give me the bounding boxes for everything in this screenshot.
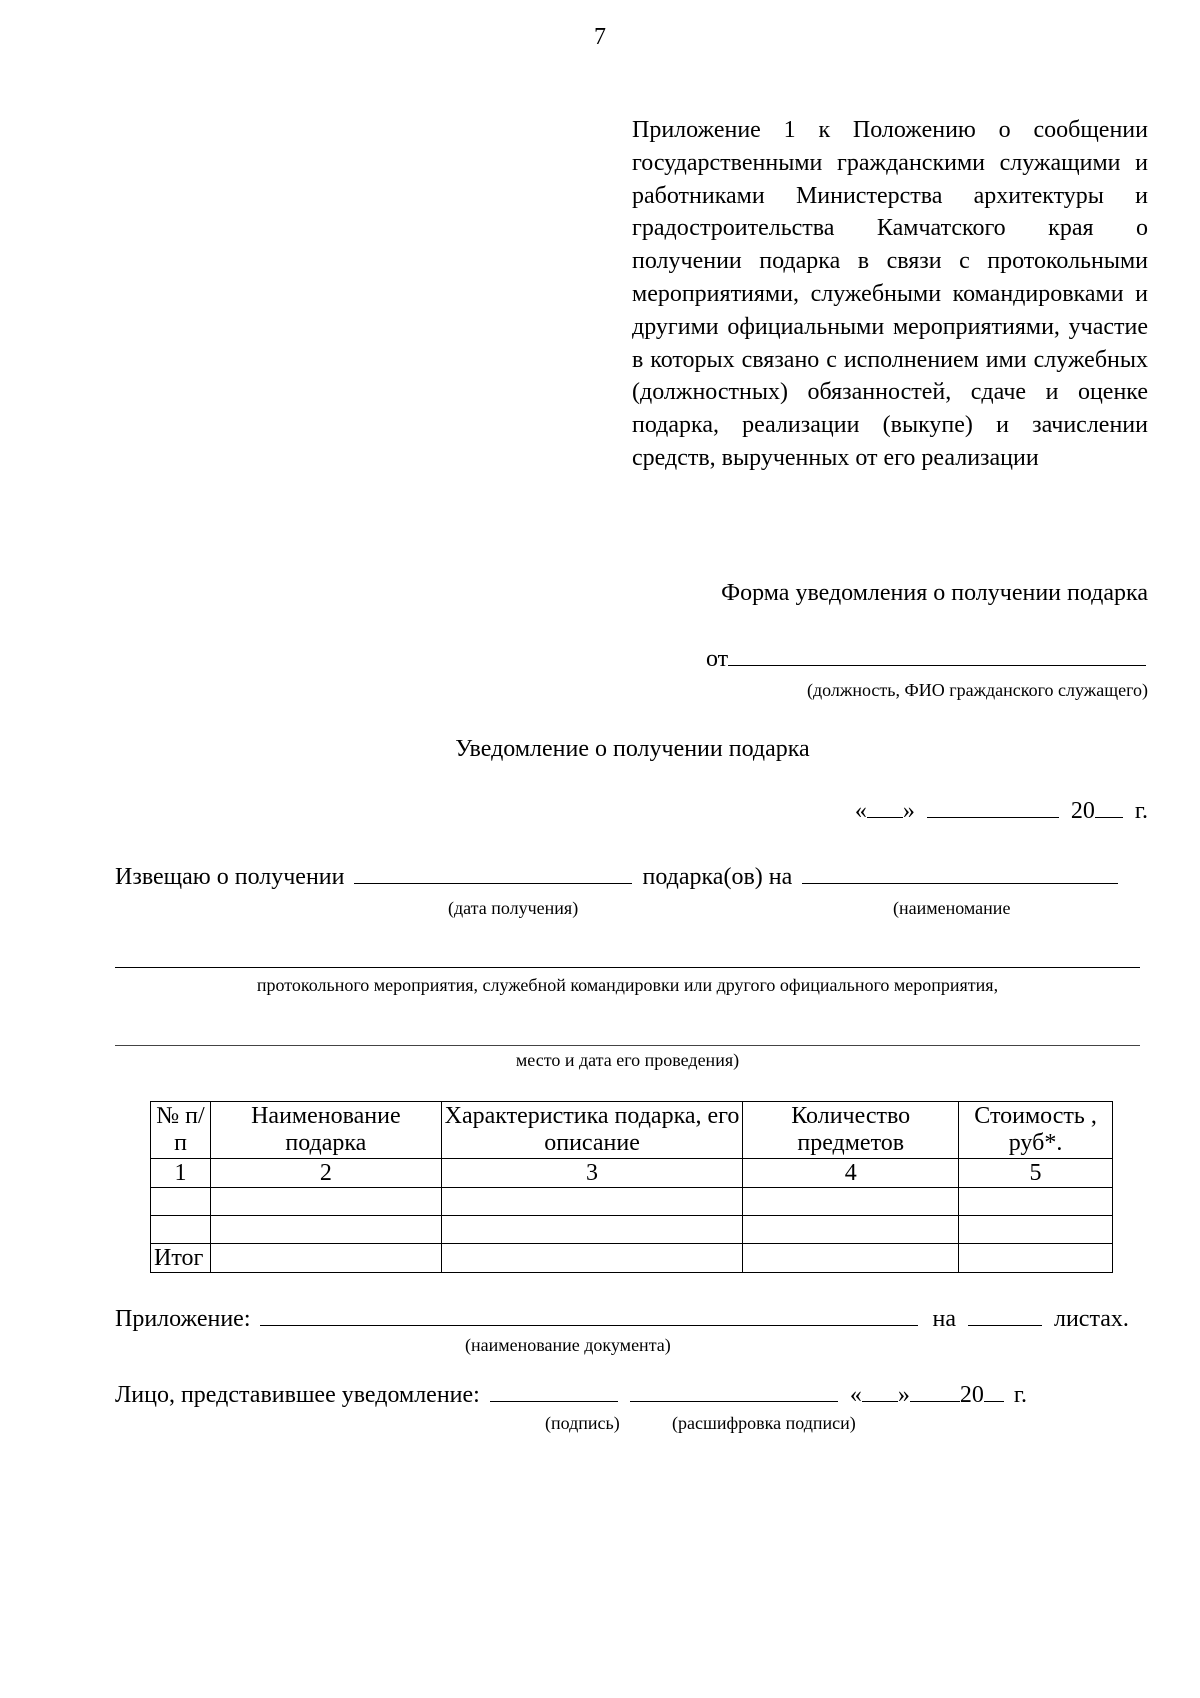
report-row bbox=[115, 864, 1118, 891]
table-cell[interactable] bbox=[959, 1244, 1113, 1273]
table-cell[interactable] bbox=[959, 1188, 1113, 1216]
report-prefix: Извещаю о получении bbox=[115, 864, 345, 890]
notice-title: Уведомление о получении подарка bbox=[455, 736, 810, 762]
place-line[interactable] bbox=[115, 1045, 1140, 1046]
attachment-on: на bbox=[932, 1306, 956, 1332]
event-caption: протокольного мероприятия, служебной командировки или другого официального мероприятия, bbox=[256, 975, 999, 995]
from-row bbox=[706, 646, 1146, 673]
event-name-caption: (наименомание bbox=[893, 898, 1011, 918]
signature-caption: (подпись) bbox=[545, 1413, 620, 1433]
header-description: Характеристика подарка, его описание bbox=[441, 1102, 743, 1159]
column-number: 2 bbox=[210, 1159, 441, 1188]
day-field[interactable] bbox=[862, 1401, 898, 1402]
signature-decode-field[interactable] bbox=[630, 1401, 838, 1402]
year-field[interactable] bbox=[1095, 817, 1123, 818]
open-quote: « bbox=[854, 798, 867, 824]
receipt-date-field[interactable] bbox=[354, 883, 632, 884]
close-quote: » bbox=[902, 798, 915, 824]
from-caption: (должность, ФИО гражданского служащего) bbox=[807, 680, 1148, 700]
table-cell[interactable] bbox=[743, 1244, 959, 1273]
page-number: 7 bbox=[594, 24, 606, 50]
column-number: 4 bbox=[743, 1159, 959, 1188]
header-cost: Стоимость , руб*. bbox=[959, 1102, 1113, 1159]
notice-date-row bbox=[855, 798, 1148, 825]
year-prefix: 20 bbox=[959, 1382, 984, 1408]
table-cell[interactable] bbox=[743, 1188, 959, 1216]
close-quote: » bbox=[897, 1382, 910, 1408]
event-name-field[interactable] bbox=[802, 883, 1118, 884]
form-title: Форма уведомления о получении подарка bbox=[721, 580, 1148, 606]
signature-field[interactable] bbox=[490, 1401, 618, 1402]
table-cell[interactable] bbox=[210, 1216, 441, 1244]
header-quantity: Количество предметов bbox=[743, 1102, 959, 1159]
signature-decode-caption: (расшифровка подписи) bbox=[672, 1413, 856, 1433]
report-middle: подарка(ов) на bbox=[642, 864, 793, 890]
from-field[interactable] bbox=[728, 665, 1146, 666]
table-cell[interactable] bbox=[441, 1216, 743, 1244]
table-cell[interactable] bbox=[151, 1188, 211, 1216]
table-row bbox=[151, 1188, 1113, 1216]
table-cell[interactable] bbox=[210, 1188, 441, 1216]
header-name: Наименование подарка bbox=[210, 1102, 441, 1159]
attachment-caption: (наименование документа) bbox=[465, 1335, 671, 1355]
place-caption: место и дата его проведения) bbox=[515, 1050, 740, 1070]
table-cell[interactable] bbox=[151, 1216, 211, 1244]
receipt-date-caption: (дата получения) bbox=[448, 898, 579, 918]
table-row bbox=[151, 1216, 1113, 1244]
table-numbering-row bbox=[151, 1159, 1113, 1188]
header-number: № п/п bbox=[151, 1102, 211, 1159]
attachment-row bbox=[115, 1306, 1129, 1333]
table-header-row bbox=[151, 1102, 1113, 1159]
month-field[interactable] bbox=[927, 817, 1059, 818]
total-label: Итог bbox=[151, 1244, 211, 1273]
event-line[interactable] bbox=[115, 967, 1140, 968]
column-number: 5 bbox=[959, 1159, 1113, 1188]
submitter-label: Лицо, представившее уведомление: bbox=[115, 1382, 480, 1408]
year-prefix: 20 bbox=[1070, 798, 1095, 824]
submitter-row bbox=[115, 1382, 1027, 1409]
table-cell[interactable] bbox=[210, 1244, 441, 1273]
year-field[interactable] bbox=[984, 1401, 1004, 1402]
column-number: 3 bbox=[441, 1159, 743, 1188]
month-field[interactable] bbox=[910, 1401, 960, 1402]
table-cell[interactable] bbox=[441, 1188, 743, 1216]
table-cell[interactable] bbox=[959, 1216, 1113, 1244]
open-quote: « bbox=[849, 1382, 862, 1408]
appendix-reference: Приложение 1 к Положению о сообщении государственными гражданскими служащими и работниками Министерства архитектуры и градостроительства Камчатского края о получении подарка в связи с протокольными мероприятиями, служебными командировками и другими официальными мероприятиями, участие в которых связано с исполнением ими служебных (должностных) обязанностей, сдаче и оценке подарка, реализации (выкупе) и зачислении средств, вырученных от его реализации bbox=[632, 117, 1148, 471]
gifts-table bbox=[150, 1101, 1113, 1273]
sheets-count-field[interactable] bbox=[968, 1325, 1042, 1326]
year-suffix: г. bbox=[1013, 1382, 1027, 1408]
year-suffix: г. bbox=[1134, 798, 1148, 824]
attachment-field[interactable] bbox=[260, 1325, 918, 1326]
day-field[interactable] bbox=[867, 817, 903, 818]
column-number: 1 bbox=[151, 1159, 211, 1188]
table-cell[interactable] bbox=[743, 1216, 959, 1244]
table-cell[interactable] bbox=[441, 1244, 743, 1273]
table-total-row bbox=[151, 1244, 1113, 1273]
from-label: от bbox=[706, 646, 729, 672]
attachment-label: Приложение: bbox=[115, 1306, 251, 1332]
attachment-sheets: листах. bbox=[1053, 1306, 1129, 1332]
